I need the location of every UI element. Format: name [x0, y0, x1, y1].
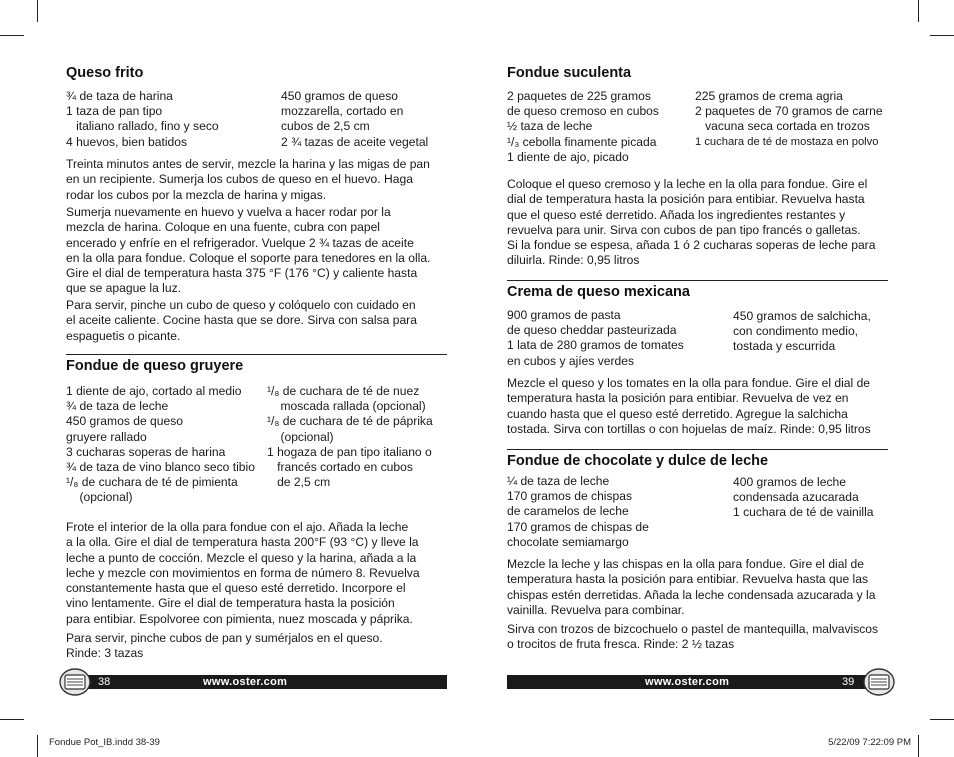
crop-mark	[918, 0, 919, 22]
section-divider	[507, 449, 888, 450]
ingredients-mexicana-col-1: 900 gramos de pasta de queso cheddar pasteurizada 1 lata de 280 gramos de tomates en cubos y ajíes verdes	[507, 308, 684, 368]
fondue-pot-icon	[862, 667, 896, 702]
page-number: 38	[98, 676, 111, 688]
ingredients-chocolate-col-2: 400 gramos de leche condensada azucarada 1 cuchara de té de vainilla	[733, 475, 874, 520]
crop-mark	[37, 0, 38, 22]
ingredients-suculenta-col-2: 225 gramos de crema agria 2 paquetes de 70 gramos de carne vacuna seca cortada en trozos	[695, 89, 883, 134]
footer-url: www.oster.com	[645, 676, 730, 688]
section-divider	[66, 354, 447, 355]
ingredients-queso-frito-col-2: 450 gramos de queso mozzarella, cortado en cubos de 2,5 cm 2 ¾ tazas de aceite vegetal	[281, 89, 429, 149]
recipe-title-suculenta: Fondue suculenta	[507, 65, 632, 81]
page-number: 39	[842, 676, 855, 688]
footer-bar-left	[72, 675, 447, 689]
crop-mark	[930, 719, 954, 720]
crop-mark	[918, 735, 919, 757]
ingredients-gruyere-col-2: ¹/₈ de cuchara de té de nuez moscada rallada (opcional) ¹/₈ de cuchara de té de páprika (opcional) 1 hogaza de pan tipo italiano o francés cortado en cubos de 2,5 cm	[267, 384, 433, 490]
recipe-title-gruyere: Fondue de queso gruyere	[66, 358, 244, 374]
ingredients-mexicana-col-2: 450 gramos de salchicha, con condimento medio, tostada y escurrida	[733, 309, 871, 354]
ingredients-suculenta-col-1: 2 paquetes de 225 gramos de queso cremoso en cubos ½ taza de leche ¹/₃ cebolla finamente picada 1 diente de ajo, picado	[507, 89, 659, 164]
instructions-chocolate-2: Sirva con trozos de bizcochuelo o pastel de mantequilla, malvaviscos o trocitos de fruta fresca. Rinde: 2 ½ tazas	[507, 622, 879, 652]
instructions-queso-frito-2: Sumerja nuevamente en huevo y vuelva a hacer rodar por la mezcla de harina. Coloque en una fuente, cubra con papel encerado y enfríe en el refrigerador. Vuelque 2 ¾ tazas de aceite en la olla para fondue. Coloque el soporte para tenedores en la olla. Gire el dial de temperatura hasta 375 °F (176 °C) y caliente hasta que se apague la luz.	[66, 205, 431, 296]
footer-url: www.oster.com	[203, 676, 288, 688]
recipe-title-queso-frito: Queso frito	[66, 65, 144, 81]
instructions-gruyere-1: Frote el interior de la olla para fondue con el ajo. Añada la leche a la olla. Gire el dial de temperatura hasta 200°F (93 °C) y lleve la leche a punto de cocción. Mezcle el queso y la harina, añada a la leche y mezcle con movimientos en forma de número 8. Revuelva constantemente hasta que el queso esté derretido. Incorpore el vino lentamente. Gire el dial de temperatura hasta la posición para entibiar. Espolvoree con pimienta, nuez moscada y páprika.	[66, 520, 420, 626]
slug-filename: Fondue Pot_IB.indd 38-39	[49, 737, 160, 748]
fondue-pot-icon	[58, 667, 92, 702]
crop-mark	[930, 35, 954, 36]
recipe-title-chocolate: Fondue de chocolate y dulce de leche	[507, 453, 769, 469]
instructions-mexicana: Mezcle el queso y los tomates en la olla para fondue. Gire el dial de temperatura hasta la posición para entibiar. Revuelva de vez en cuando hasta que el queso esté derretido. Agregue la salchicha tostada. Sirva con tortillas o con hojuelas de maíz. Rinde: 0,95 litros	[507, 376, 871, 436]
ingredients-gruyere-col-1: 1 diente de ajo, cortado al medio ¾ de taza de leche 450 gramos de queso gruyere rallado 3 cucharas soperas de harina ¾ de taza de vino blanco seco tibio ¹/₈ de cuchara de té de pimienta (opcional)	[66, 384, 255, 505]
slug-timestamp: 5/22/09 7:22:09 PM	[828, 737, 911, 748]
instructions-queso-frito-1: Treinta minutos antes de servir, mezcle la harina y las migas de pan en un recipiente. Sumerja los cubos de queso en el huevo. Haga rodar los cubos por la mezcla de harina y migas.	[66, 157, 430, 202]
crop-mark	[0, 719, 24, 720]
instructions-gruyere-2: Para servir, pinche cubos de pan y sumérjalos en el queso. Rinde: 3 tazas	[66, 631, 383, 661]
crop-mark	[0, 35, 24, 36]
ingredients-suculenta-col-2-last: 1 cuchara de té de mostaza en polvo	[695, 136, 879, 148]
crop-mark	[37, 735, 38, 757]
instructions-chocolate-1: Mezcle la leche y las chispas en la olla para fondue. Gire el dial de temperatura hasta la posición para entibiar. Revuelva hasta que las chispas estén derretidas. Añada la leche condensada azucarada y la vainilla. Revuelva para combinar.	[507, 557, 876, 617]
section-divider	[507, 280, 888, 281]
ingredients-queso-frito-col-1: ¾ de taza de harina 1 taza de pan tipo italiano rallado, fino y seco 4 huevos, bien batidos	[66, 89, 219, 149]
instructions-queso-frito-3: Para servir, pinche un cubo de queso y colóquelo con cuidado en el aceite caliente. Cocine hasta que se dore. Sirva con salsa para espaguetis o picante.	[66, 298, 417, 343]
ingredients-chocolate-col-1: ¼ de taza de leche 170 gramos de chispas de caramelos de leche 170 gramos de chispas de chocolate semiamargo	[507, 474, 649, 549]
instructions-suculenta: Coloque el queso cremoso y la leche en la olla para fondue. Gire el dial de temperatura hasta la posición para entibiar. Revuelva hasta que el queso esté derretido. Añada los ingredientes restantes y revuelva para unir. Sirva con cubos de pan tipo francés o galletas. Si la fondue se espesa, añada 1 ó 2 cucharas soperas de leche para diluirla. Rinde: 0,95 litros	[507, 177, 876, 268]
recipe-title-mexicana: Crema de queso mexicana	[507, 284, 690, 300]
footer-bar-right	[507, 675, 881, 689]
